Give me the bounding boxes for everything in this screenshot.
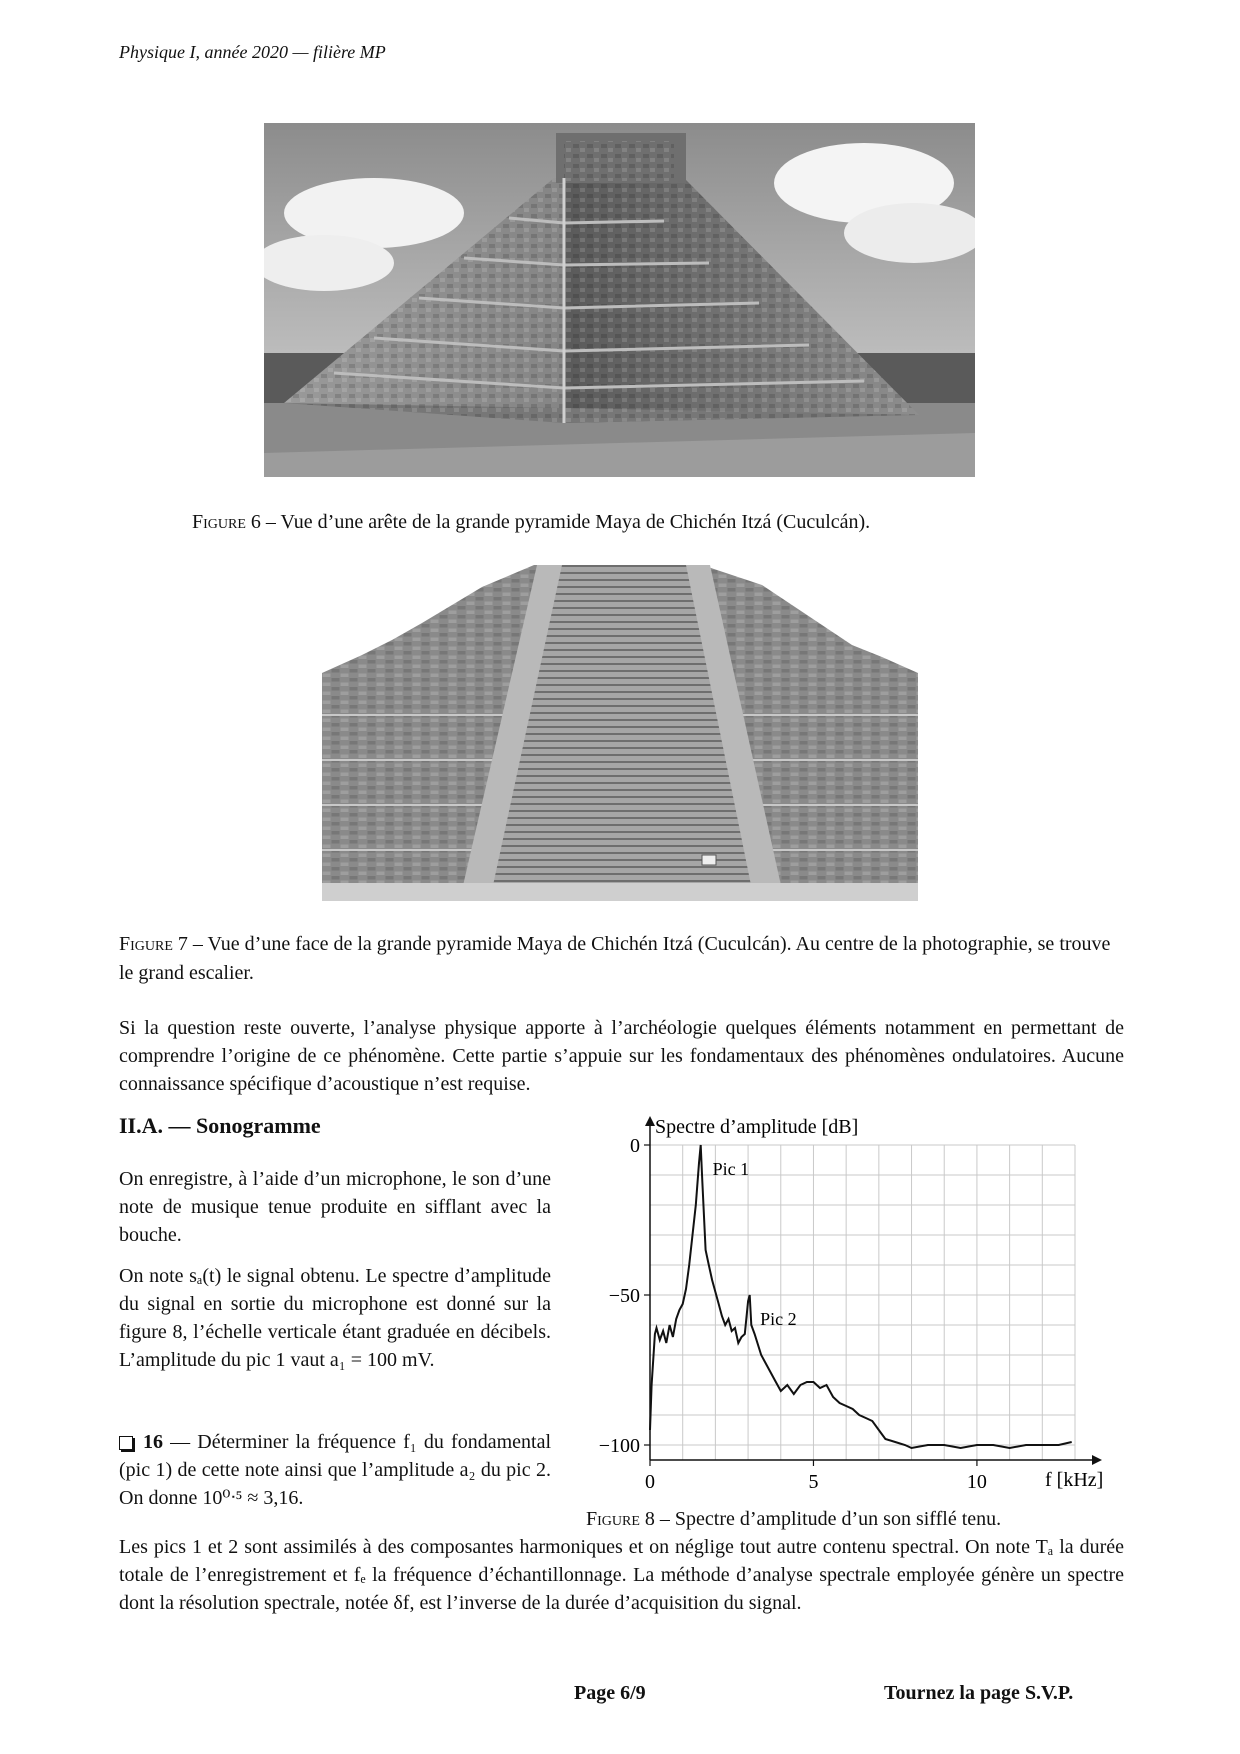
page-header: Physique I, année 2020 — filière MP (119, 42, 386, 62)
x-axis-arrow (1092, 1455, 1102, 1465)
intro-paragraph: Si la question reste ouverte, l’analyse physique apporte à l’archéologie quelques éléments notamment en permettant de comprendre l’origine de ce phénomène. Cette partie s’appuie sur les fondamentaux des phénomènes ondulatoires. Aucune connaissance spécifique d’acoustique n’est requise. (119, 1017, 1124, 1095)
figure7-photo (322, 565, 918, 901)
peak-label: Pic 2 (760, 1309, 797, 1329)
question-checkbox-icon (119, 1436, 133, 1450)
spectrum-svg (575, 1110, 1115, 1510)
x-axis-label: f [kHz] (1045, 1469, 1104, 1491)
paragraph-recording: On enregistre, à l’aide d’un microphone, le son d’une note de musique tenue produite en sifflant avec la bouche. (119, 1168, 551, 1246)
y-tick-label: 0 (630, 1135, 640, 1157)
x-tick-label: 10 (966, 1471, 987, 1493)
spectrum-line (650, 1145, 1072, 1448)
page-number: Page 6/9 (574, 1682, 646, 1704)
x-tick-label: 0 (645, 1471, 655, 1493)
figure7-caption-text: – Vue d’une face de la grande pyramide Maya de Chichén Itzá (Cuculcán). Au centre de la photographie, se trouve le grand escalier. (119, 933, 1111, 984)
figure8-caption (586, 1505, 1001, 1534)
question-text: — Déterminer la fréquence f₁ du fondamental (pic 1) de cette note ainsi que l’amplitude a₂ du pic 2. On donne 10⁰ᐧ⁵ ≈ 3,16. (119, 1431, 551, 1509)
peak-annotations (713, 1159, 797, 1329)
question-number: 16 (143, 1431, 163, 1453)
question-16 (119, 1428, 551, 1512)
y-tick-label: −50 (608, 1285, 640, 1307)
figure6-photo (264, 123, 975, 477)
figure7-number: Figure 7 (119, 933, 188, 955)
figure7-caption (119, 930, 1124, 988)
figure8-chart (575, 1110, 1115, 1510)
paragraph-harmonics: Les pics 1 et 2 sont assimilés à des composantes harmoniques et on néglige tout autre contenu spectral. On note Tₐ la durée totale de l’enregistrement et fₑ la fréquence d’échantillonnage. La méthode d’analyse spectrale employée génère un spectre dont la résolution spectrale, notée δf, est l’inverse de la durée d’acquisition du signal. (119, 1536, 1124, 1614)
figure8-caption-text: – Spectre d’amplitude d’un son sifflé tenu. (654, 1508, 1002, 1530)
y-axis-arrow (645, 1116, 655, 1126)
figure6-caption (192, 508, 870, 537)
section-title: II.A. — Sonogramme (119, 1113, 321, 1138)
figure8-number: Figure 8 (586, 1508, 655, 1530)
figure6-caption-text: – Vue d’une arête de la grande pyramide Maya de Chichén Itzá (Cuculcán). (260, 511, 871, 533)
x-tick-label: 5 (808, 1471, 819, 1493)
y-axis-label: Spectre d’amplitude [dB] (655, 1116, 859, 1138)
turn-page-note: Tournez la page S.V.P. (884, 1682, 1074, 1704)
peak-label: Pic 1 (712, 1159, 750, 1179)
chart-grid (650, 1145, 1075, 1460)
figure6-number: Figure 6 (192, 511, 261, 533)
y-tick-label: −100 (598, 1435, 640, 1457)
paragraph-signal: On note sₐ(t) le signal obtenu. Le spectre d’amplitude du signal en sortie du microphone est donné sur la figure 8, l’échelle verticale étant graduée en décibels. L’amplitude du pic 1 vaut a₁ = 100 mV. (119, 1265, 551, 1371)
